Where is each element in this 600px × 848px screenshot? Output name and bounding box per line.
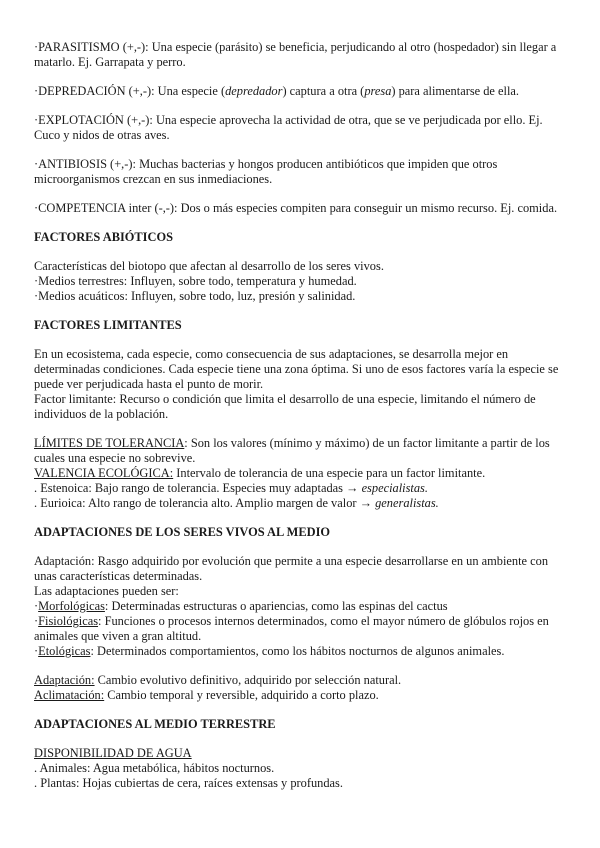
morfologicas-term: Morfológicas <box>38 599 105 613</box>
limitantes-intro: En un ecosistema, cada especie, como consecuencia de sus adaptaciones, se desarrolla mejor en determinadas condiciones. Cada especie tiene una zona óptima. Si uno de esos factores varía la especie se puede ver perjudicada hasta el punto de morir. <box>34 347 559 391</box>
estenoica-line <box>34 481 570 496</box>
valencia-def: Intervalo de tolerancia de una especie para un factor limitante. <box>173 466 486 480</box>
adaptaciones-block <box>34 554 570 659</box>
adaptacion-intro: Adaptación: Rasgo adquirido por evolución que permite a una especie desarrollarse en un ambiente con unas características determinadas. <box>34 554 549 583</box>
limitantes-block <box>34 347 570 422</box>
abioticos-acuaticos: ·Medios acuáticos: Influyen, sobre todo, luz, presión y salinidad. <box>34 289 356 303</box>
aclimatacion-line <box>34 688 570 703</box>
eurioica-line <box>34 496 570 511</box>
antibiosis-paragraph: ·ANTIBIOSIS (+,-): Muchas bacterias y hongos producen antibióticos que impiden que otros microorganismos crezcan en sus inmediaciones. <box>34 157 498 186</box>
generalistas-term: generalistas. <box>375 496 439 510</box>
especialistas-term: especialistas. <box>361 481 428 495</box>
aclimatacion-def: Cambio temporal y reversible, adquirido a corto plazo. <box>104 688 379 702</box>
fisiologicas-def: : Funciones o procesos internos determinados, como el mayor número de glóbulos rojos en animales que viven a gran altitud. <box>34 614 549 643</box>
presa-term: presa <box>364 84 392 98</box>
bullet-dot: · <box>34 644 39 658</box>
fisiologicas-term: Fisiológicas <box>38 614 99 628</box>
adaptaciones-heading: ADAPTACIONES DE LOS SERES VIVOS AL MEDIO <box>34 525 331 539</box>
abioticos-block <box>34 259 570 304</box>
limites-tolerancia-term: LÍMITES DE TOLERANCIA <box>34 436 185 450</box>
parasitismo-paragraph: ·PARASITISMO (+,-): Una especie (parásito) se beneficia, perjudicando al otro (hospedador) sin llegar a matarlo. Ej. Garrapata y perro. <box>34 40 557 69</box>
etologicas-line <box>34 644 570 659</box>
depredacion-text: ·DEPREDACIÓN (+,-): Una especie ( <box>34 84 226 98</box>
morfologicas-line <box>34 599 570 614</box>
tolerancia-block <box>34 436 570 511</box>
adaptaciones-tipos: Las adaptaciones pueden ser: <box>34 584 179 598</box>
limites-tolerancia-line <box>34 436 570 466</box>
animales-line: . Animales: Agua metabólica, hábitos nocturnos. <box>34 761 275 775</box>
explotacion-paragraph: ·EXPLOTACIÓN (+,-): Una especie aprovecha la actividad de otra, que se ve perjudicada por ello. Ej. Cuco y nidos de otras aves. <box>34 113 543 142</box>
morfologicas-def: : Determinadas estructuras o apariencias, como las espinas del cactus <box>104 599 448 613</box>
abioticos-terrestres: ·Medios terrestres: Influyen, sobre todo, temperatura y humedad. <box>34 274 357 288</box>
depredador-term: depredador <box>225 84 283 98</box>
terrestre-heading: ADAPTACIONES AL MEDIO TERRESTRE <box>34 717 276 731</box>
fisiologicas-line <box>34 614 570 644</box>
plantas-line: . Plantas: Hojas cubiertas de cera, raíces extensas y profundas. <box>34 776 343 790</box>
bullet-dot: · <box>34 599 39 613</box>
estenoica-text: . Estenoica: Bajo rango de tolerancia. Especies muy adaptadas → <box>34 481 362 495</box>
factor-limitante-definition: Factor limitante: Recurso o condición que limita el desarrollo de una especie, limitando el número de individuos de la población. <box>34 392 536 421</box>
depredacion-text: ) para alimentarse de ella. <box>391 84 520 98</box>
adaptacion-def: Cambio evolutivo definitivo, adquirido por selección natural. <box>94 673 402 687</box>
agua-subheading: DISPONIBILIDAD DE AGUA <box>34 746 192 760</box>
etologicas-def: : Determinados comportamientos, como los hábitos nocturnos de algunos animales. <box>90 644 505 658</box>
valencia-term: VALENCIA ECOLÓGICA: <box>34 466 174 480</box>
limitantes-heading: FACTORES LIMITANTES <box>34 318 182 332</box>
depredacion-paragraph <box>34 84 570 99</box>
aclimatacion-term: Aclimatación: <box>34 688 105 702</box>
depredacion-text: ) captura a otra ( <box>282 84 365 98</box>
abioticos-heading: FACTORES ABIÓTICOS <box>34 230 173 244</box>
limites-tolerancia-def: : Son los valores (mínimo y máximo) de un factor limitante a partir de los cuales una especie no sobrevive. <box>34 436 550 465</box>
abioticos-definition: Características del biotopo que afectan al desarrollo de los seres vivos. <box>34 259 384 273</box>
bullet-dot: · <box>34 614 39 628</box>
adaptacion-term: Adaptación: <box>34 673 95 687</box>
eurioica-text: . Eurioica: Alto rango de tolerancia alto. Amplio margen de valor → <box>34 496 376 510</box>
adaptacion-line <box>34 673 570 688</box>
valencia-line <box>34 466 570 481</box>
adaptacion-aclimatacion-block <box>34 673 570 703</box>
competencia-paragraph: ·COMPETENCIA inter (-,-): Dos o más especies compiten para conseguir un mismo recurso. Ej. comida. <box>34 201 558 215</box>
etologicas-term: Etológicas <box>38 644 91 658</box>
agua-block <box>34 746 570 791</box>
